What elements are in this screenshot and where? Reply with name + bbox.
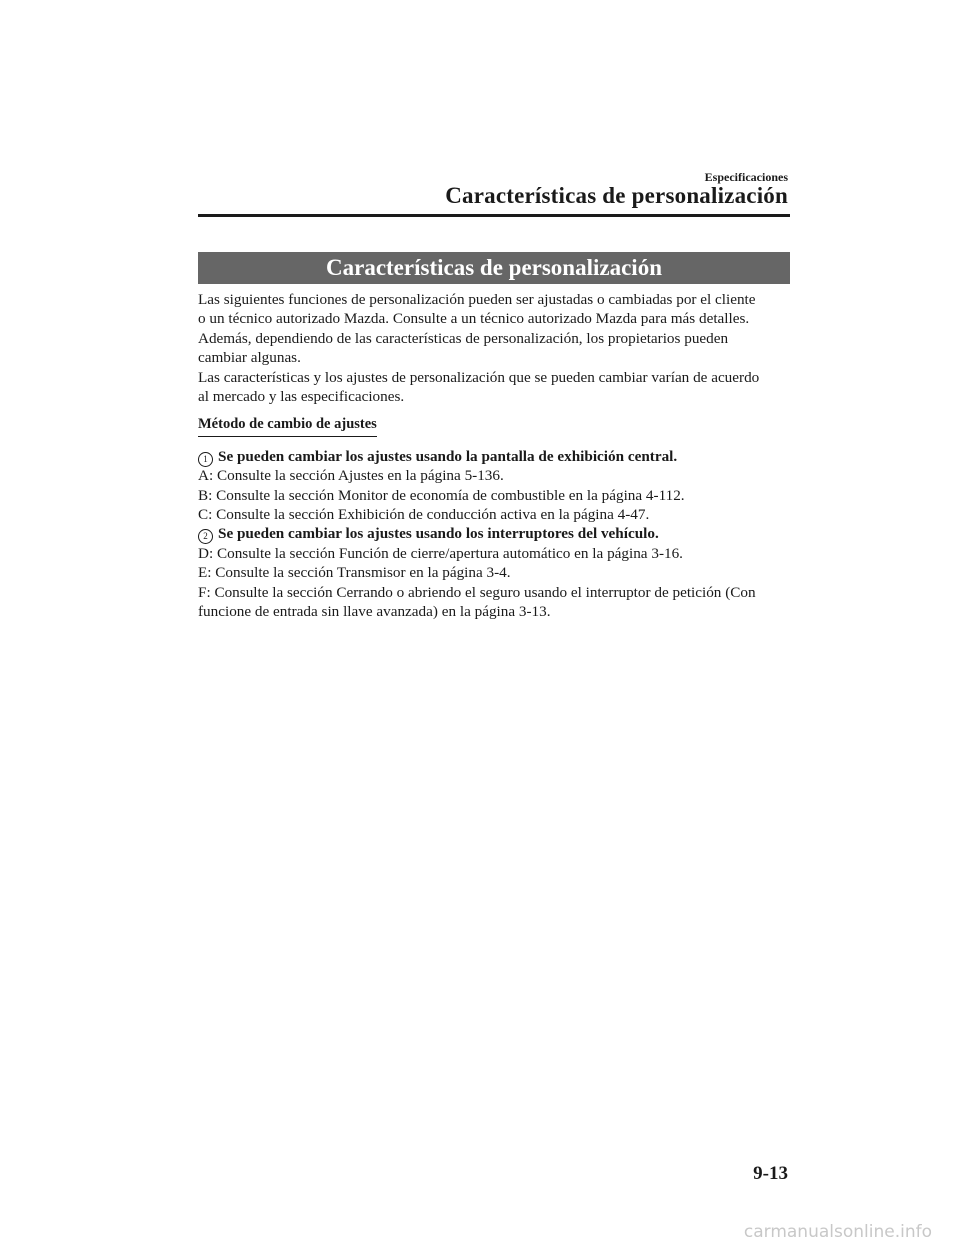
header-rule [198,214,790,217]
group-heading [198,447,798,466]
intro-line: Las características y los ajustes de personalización que se pueden cambiar varían de acuerdo [198,368,760,386]
method-group-1 [198,447,798,525]
circled-number-1-icon: 1 [198,452,213,467]
intro-line: cambiar algunas. [198,349,301,367]
group-item: A: Consulte la sección Ajustes en la página 5-136. [198,467,504,485]
content [198,290,798,622]
group-item: F: Consulte la sección Cerrando o abriendo el seguro usando el interruptor de petición (Con [198,583,756,601]
group-item: B: Consulte la sección Monitor de economía de combustible en la página 4-112. [198,486,685,504]
watermark: carmanualsonline.info [743,1222,932,1242]
group-item: D: Consulte la sección Función de cierre/apertura automático en la página 3-16. [198,544,683,562]
group-heading [198,524,798,543]
page-number: 9-13 [753,1163,788,1184]
group-heading-text: Se pueden cambiar los ajustes usando los interruptores del vehículo. [218,525,659,543]
intro-line: Las siguientes funciones de personalización pueden ser ajustadas o cambiadas por el cliente [198,291,756,308]
method-heading: Método de cambio de ajustes [198,415,377,436]
group-item: E: Consulte la sección Transmisor en la página 3-4. [198,564,511,582]
intro-paragraph [198,290,798,406]
intro-line: Además, dependiendo de las características de personalización, los propietarios pueden [198,329,729,347]
circled-number-2-icon: 2 [198,529,213,544]
group-item: C: Consulte la sección Exhibición de conducción activa en la página 4-47. [198,506,650,524]
method-group-2 [198,524,798,621]
intro-line: o un técnico autorizado Mazda. Consulte a un técnico autorizado Mazda para más detalles. [198,310,750,328]
header-title: Características de personalización [445,183,788,208]
group-heading-text: Se pueden cambiar los ajustes usando la pantalla de exhibición central. [218,447,678,465]
group-item: funcione de entrada sin llave avanzada) en la página 3-13. [198,603,551,621]
section-banner: Características de personalización [198,252,790,284]
header-section-label: Especificaciones [704,170,788,184]
intro-line: al mercado y las especificaciones. [198,388,405,406]
